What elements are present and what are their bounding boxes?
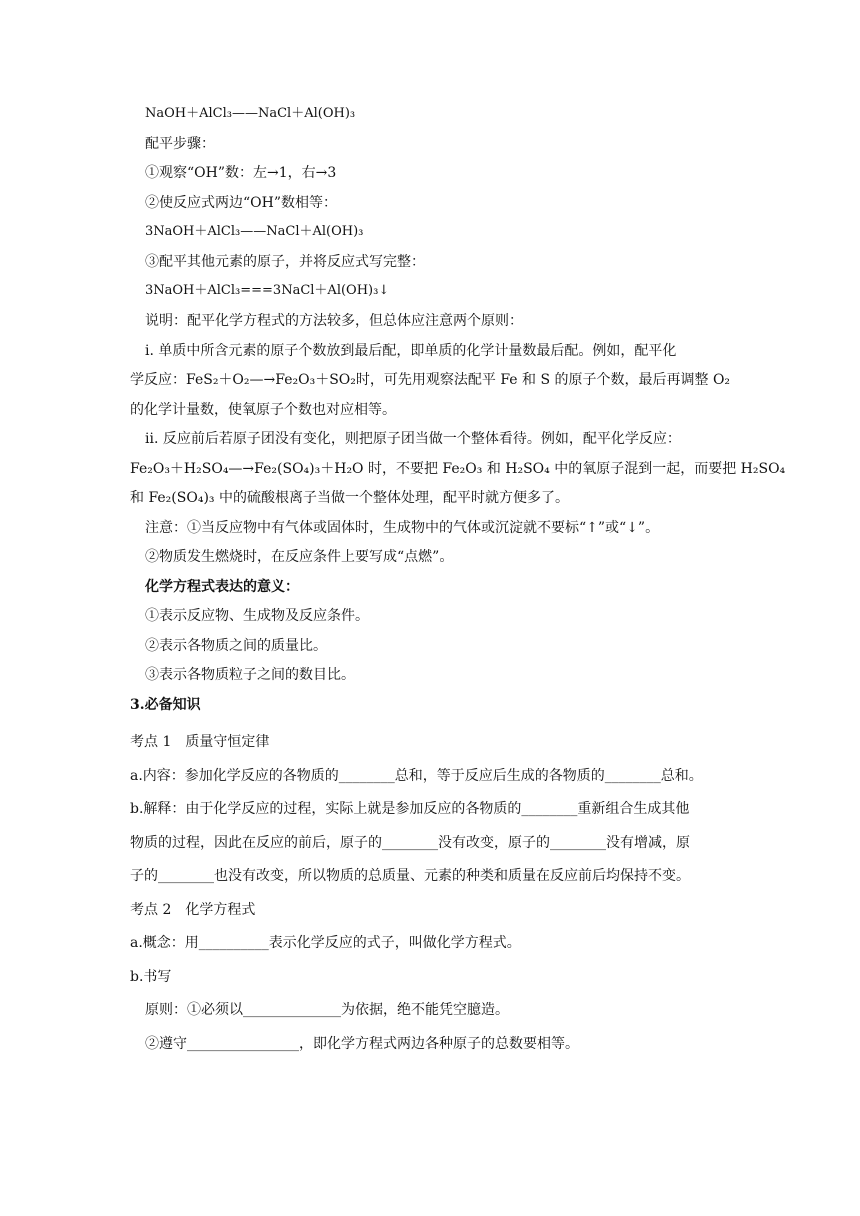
equation-line: NaOH＋AlCl₃——NaCl＋Al(OH)₃ [145, 106, 356, 121]
key-point-heading: 考点 2 化学方程式 [130, 902, 256, 918]
rule-line: ⅱ. 反应前后若原子团没有变化，则把原子团当做一个整体看待。例如，配平化学反应： [145, 431, 681, 447]
meaning-title: 化学方程式表达的意义： [145, 579, 299, 595]
meaning-line: ②表示各物质之间的质量比。 [145, 638, 327, 654]
note-line: 说明：配平化学方程式的方法较多，但总体应注意两个原则： [145, 313, 523, 329]
step-line: ②使反应式两边“OH”数相等： [145, 195, 338, 211]
section-heading: 3.必备知识 [130, 697, 201, 713]
key-point-line: 子的________也没有改变，所以物质的总质量、元素的种类和质量在反应前后均保持不变。 [130, 868, 690, 884]
rule-line: 的化学计量数，使氧原子个数也对应相等。 [130, 402, 396, 418]
key-point-line: 原则：①必须以______________为依据，绝不能凭空臆造。 [145, 1002, 509, 1018]
key-point-line: ②遵守________________，即化学方程式两边各种原子的总数要相等。 [145, 1036, 579, 1052]
key-point-line: b.书写 [130, 969, 172, 985]
rule-line: ⅰ. 单质中所含元素的原子个数放到最后配，即单质的化学计量数最后配。例如，配平化 [145, 343, 677, 359]
key-point-line: b.解释：由于化学反应的过程，实际上就是参加反应的各物质的________重新组合生成其他 [130, 801, 690, 817]
rule-line: 学反应：FeS₂＋O₂—→Fe₂O₃＋SO₂时，可先用观察法配平 Fe 和 S 的原子个数，最后再调整 O₂ [130, 372, 731, 388]
rule-line: Fe₂O₃＋H₂SO₄—→Fe₂(SO₄)₃＋H₂O 时，不要把 Fe₂O₃ 和 H₂SO₄ 中的氧原子混到一起，而要把 H₂SO₄ [130, 461, 786, 477]
equation-line: 3NaOH＋AlCl₃——NaCl＋Al(OH)₃ [145, 224, 364, 239]
meaning-line: ③表示各物质粒子之间的数目比。 [145, 667, 355, 683]
step-line: ①观察“OH”数：左→1，右→3 [145, 165, 337, 181]
equation-line: 3NaOH＋AlCl₃===3NaCl＋Al(OH)₃↓ [145, 283, 390, 298]
caution-line: ②物质发生燃烧时，在反应条件上要写成“点燃”。 [145, 549, 454, 565]
caution-line: 注意：①当反应物中有气体或固体时，生成物中的气体或沉淀就不要标“↑”或“↓”。 [145, 520, 660, 536]
step-line: ③配平其他元素的原子，并将反应式写完整： [145, 254, 425, 270]
meaning-line: ①表示反应物、生成物及反应条件。 [145, 608, 369, 624]
key-point-line: a.内容：参加化学反应的各物质的________总和，等于反应后生成的各物质的________总和。 [130, 768, 703, 784]
key-point-line: a.概念：用__________表示化学反应的式子，叫做化学方程式。 [130, 935, 521, 951]
key-point-heading: 考点 1 质量守恒定律 [130, 734, 270, 750]
rule-line: 和 Fe₂(SO₄)₃ 中的硫酸根离子当做一个整体处理，配平时就方便多了。 [130, 490, 569, 506]
key-point-line: 物质的过程，因此在反应的前后，原子的________没有改变，原子的________没有增减，原 [130, 835, 690, 851]
steps-title: 配平步骤： [145, 136, 215, 152]
